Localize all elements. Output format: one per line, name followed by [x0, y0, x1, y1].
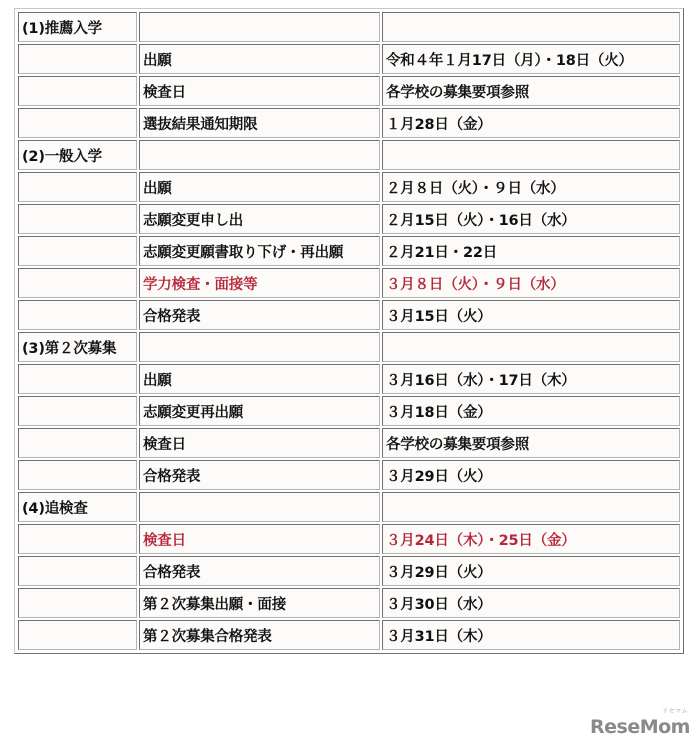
- category-cell: (1)推薦入学: [18, 12, 137, 42]
- category-cell: [18, 236, 137, 266]
- category-cell: [18, 524, 137, 554]
- item-cell: 選抜結果通知期限: [139, 108, 380, 138]
- category-cell: [18, 44, 137, 74]
- table-row: [18, 300, 680, 330]
- date-cell: ３月31日（木）: [382, 620, 680, 650]
- category-cell: [18, 460, 137, 490]
- table-row: [18, 76, 680, 106]
- table-row: [18, 268, 680, 298]
- table-row: [18, 44, 680, 74]
- date-cell: ２月８日（火）・９日（水）: [382, 172, 680, 202]
- table-row: [18, 396, 680, 426]
- table-row: [18, 460, 680, 490]
- item-cell: 合格発表: [139, 300, 380, 330]
- admission-schedule-table: [14, 8, 684, 654]
- item-cell: 検査日: [139, 428, 380, 458]
- table-row: [18, 140, 680, 170]
- category-cell: [18, 364, 137, 394]
- date-cell: ３月18日（金）: [382, 396, 680, 426]
- item-cell: [139, 492, 380, 522]
- category-cell: [18, 556, 137, 586]
- date-cell: １月28日（金）: [382, 108, 680, 138]
- item-cell: 出願: [139, 364, 380, 394]
- category-cell: (3)第２次募集: [18, 332, 137, 362]
- item-cell: 検査日: [139, 524, 380, 554]
- category-cell: [18, 396, 137, 426]
- date-cell: [382, 140, 680, 170]
- date-cell: ３月16日（水）・17日（木）: [382, 364, 680, 394]
- table-row: [18, 172, 680, 202]
- item-cell: 志願変更申し出: [139, 204, 380, 234]
- date-cell: [382, 492, 680, 522]
- table-row: [18, 332, 680, 362]
- table-row: [18, 620, 680, 650]
- category-cell: [18, 108, 137, 138]
- date-cell: ３月30日（水）: [382, 588, 680, 618]
- item-cell: 志願変更願書取り下げ・再出願: [139, 236, 380, 266]
- table-row: [18, 428, 680, 458]
- category-cell: [18, 428, 137, 458]
- category-cell: [18, 268, 137, 298]
- item-cell: 合格発表: [139, 556, 380, 586]
- item-cell: 出願: [139, 172, 380, 202]
- item-cell: [139, 12, 380, 42]
- table-row: [18, 524, 680, 554]
- date-cell: ３月８日（火）・９日（水）: [382, 268, 680, 298]
- item-cell: 第２次募集合格発表: [139, 620, 380, 650]
- table-row: [18, 204, 680, 234]
- date-cell: 各学校の募集要項参照: [382, 76, 680, 106]
- table-row: [18, 364, 680, 394]
- table-row: [18, 108, 680, 138]
- item-cell: [139, 332, 380, 362]
- logo-kana: リセマム: [662, 708, 688, 715]
- item-cell: 合格発表: [139, 460, 380, 490]
- table-body: [18, 12, 680, 650]
- date-cell: ２月21日・22日: [382, 236, 680, 266]
- item-cell: 検査日: [139, 76, 380, 106]
- date-cell: ３月29日（火）: [382, 460, 680, 490]
- date-cell: [382, 332, 680, 362]
- date-cell: [382, 12, 680, 42]
- date-cell: ３月15日（火）: [382, 300, 680, 330]
- category-cell: [18, 172, 137, 202]
- date-cell: ２月15日（火）・16日（水）: [382, 204, 680, 234]
- table-row: [18, 12, 680, 42]
- table-row: [18, 588, 680, 618]
- date-cell: 令和４年１月17日（月）・18日（火）: [382, 44, 680, 74]
- resemom-logo: [588, 705, 693, 740]
- table-row: [18, 236, 680, 266]
- category-cell: [18, 204, 137, 234]
- table-row: [18, 556, 680, 586]
- category-cell: [18, 300, 137, 330]
- item-cell: [139, 140, 380, 170]
- category-cell: [18, 588, 137, 618]
- category-cell: [18, 620, 137, 650]
- category-cell: [18, 76, 137, 106]
- date-cell: ３月24日（木）・25日（金）: [382, 524, 680, 554]
- table-row: [18, 492, 680, 522]
- category-cell: (2)一般入学: [18, 140, 137, 170]
- date-cell: 各学校の募集要項参照: [382, 428, 680, 458]
- logo-wordmark: ReseMom: [590, 716, 690, 738]
- category-cell: (4)追検査: [18, 492, 137, 522]
- date-cell: ３月29日（火）: [382, 556, 680, 586]
- item-cell: 出願: [139, 44, 380, 74]
- item-cell: 志願変更再出願: [139, 396, 380, 426]
- item-cell: 学力検査・面接等: [139, 268, 380, 298]
- item-cell: 第２次募集出願・面接: [139, 588, 380, 618]
